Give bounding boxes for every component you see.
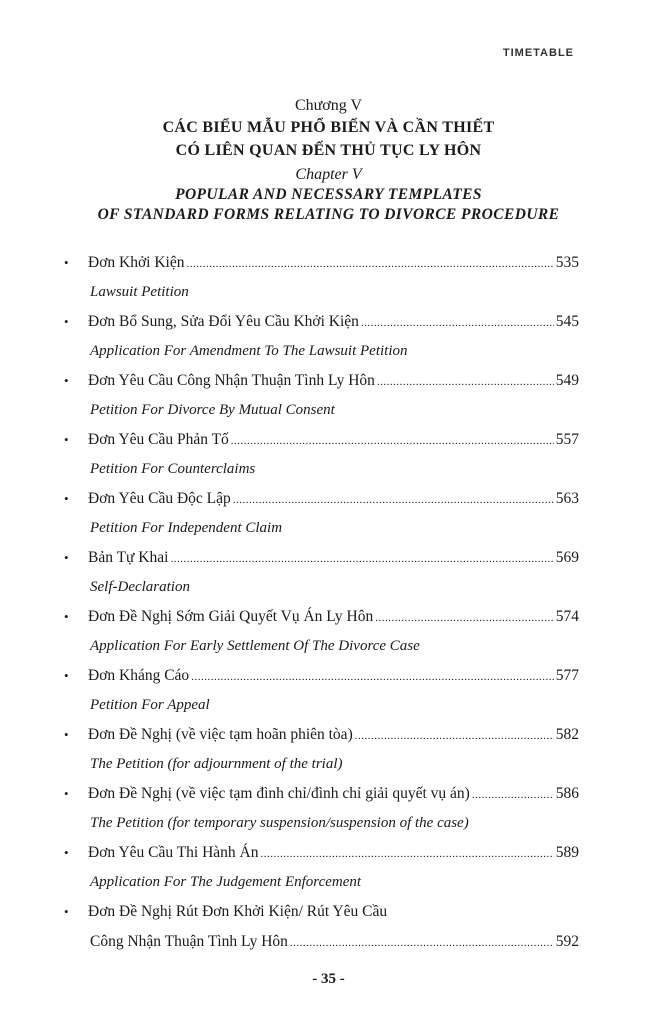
toc-entry-title-en: Petition For Appeal [90, 697, 210, 713]
bullet-icon: • [64, 904, 69, 919]
toc-entry[interactable] [64, 425, 579, 484]
bullet-icon: • [64, 845, 69, 860]
toc-entry-title-vi: Đơn Kháng Cáo [88, 667, 190, 684]
bullet-icon: • [64, 550, 69, 565]
leader-dots [375, 603, 554, 633]
toc-entry-page: 535 [555, 254, 579, 271]
toc-entry[interactable] [64, 838, 579, 897]
toc-entry-title-vi: Đơn Bổ Sung, Sửa Đổi Yêu Cầu Khởi Kiện [88, 313, 359, 330]
running-head: TIMETABLE [502, 47, 574, 59]
toc-entry-title-vi: Đơn Đề Nghị (về việc tạm hoãn phiên tòa) [88, 726, 353, 743]
toc-entry-title-en: Petition For Independent Claim [90, 520, 283, 536]
chapter-title-en-line1: POPULAR AND NECESSARY TEMPLATES [175, 186, 482, 203]
leader-dots [233, 485, 554, 515]
toc-entry-title-en: Self-Declaration [90, 579, 190, 595]
toc-entry-title-vi-continued: Công Nhận Thuận Tình Ly Hôn [90, 933, 288, 950]
toc-entry[interactable] [64, 602, 579, 661]
chapter-title-vi-line2: CÓ LIÊN QUAN ĐẾN THỦ TỤC LY HÔN [175, 142, 482, 159]
chapter-label-vi: Chương V [294, 97, 363, 114]
leader-dots [191, 662, 554, 692]
toc-entry-page: 545 [555, 313, 579, 330]
leader-dots [170, 544, 553, 574]
toc-entry-title-en: Petition For Counterclaims [90, 461, 256, 477]
bullet-icon: • [64, 609, 69, 624]
toc-entry-title-vi: Đơn Yêu Cầu Phản Tố [88, 431, 229, 448]
toc-entry-title-en: The Petition (for temporary suspension/suspension of the case) [90, 815, 469, 831]
leader-dots [361, 308, 554, 338]
toc-entry-title-en: Application For The Judgement Enforcement [90, 874, 362, 890]
toc-entry-page: 569 [555, 549, 579, 566]
toc-entry-title-en: The Petition (for adjournment of the trial) [90, 756, 343, 772]
toc-entry-title-en: Application For Amendment To The Lawsuit Petition [90, 343, 408, 359]
leader-dots [355, 721, 554, 751]
bullet-icon: • [64, 727, 69, 742]
leader-dots [290, 928, 554, 958]
bullet-icon: • [64, 255, 69, 270]
toc-entry[interactable] [64, 897, 579, 957]
leader-dots [186, 249, 553, 279]
toc-entry-title-en: Petition For Divorce By Mutual Consent [90, 402, 335, 418]
bullet-icon: • [64, 373, 69, 388]
chapter-title-vi-line1: CÁC BIỂU MẪU PHỔ BIẾN VÀ CẦN THIẾT [162, 119, 495, 136]
toc-entry[interactable] [64, 248, 579, 307]
toc-entry-page: 582 [555, 726, 579, 743]
toc-entry-page: 586 [555, 785, 579, 802]
toc-entry-title-vi: Đơn Đề Nghị Rút Đơn Khởi Kiện/ Rút Yêu Cầu [88, 903, 388, 920]
page-number: - 35 - [312, 971, 345, 987]
toc-entry-title-vi: Đơn Yêu Cầu Công Nhận Thuận Tình Ly Hôn [88, 372, 375, 389]
toc-entry[interactable] [64, 543, 579, 602]
toc-entry-page: 563 [555, 490, 579, 507]
toc-entry-title-en: Application For Early Settlement Of The Divorce Case [90, 638, 420, 654]
chapter-label-en: Chapter V [295, 166, 362, 183]
toc-entry-page: 574 [555, 608, 579, 625]
toc-entry-title-vi: Đơn Đề Nghị (về việc tạm đình chỉ/đình chỉ giải quyết vụ án) [88, 785, 470, 802]
toc-entry-title-vi: Đơn Yêu Cầu Độc Lập [88, 490, 231, 507]
bullet-icon: • [64, 668, 69, 683]
chapter-title-en-line2: OF STANDARD FORMS RELATING TO DIVORCE PROCEDURE [97, 206, 560, 223]
toc-entry-page: 549 [555, 372, 579, 389]
toc-entry-title-vi: Đơn Khởi Kiện [88, 254, 185, 271]
toc-entry-title-vi: Đơn Đề Nghị Sớm Giải Quyết Vụ Án Ly Hôn [88, 608, 374, 625]
bullet-icon: • [64, 491, 69, 506]
toc-entry-page: 592 [555, 933, 579, 950]
toc-entry[interactable] [64, 307, 579, 366]
leader-dots [261, 839, 554, 869]
toc-entry[interactable] [64, 720, 579, 779]
chapter-heading [0, 96, 657, 225]
toc-entry-title-vi: Đơn Yêu Cầu Thi Hành Án [88, 844, 259, 861]
toc-entry-title-en: Lawsuit Petition [90, 284, 189, 300]
leader-dots [472, 780, 554, 810]
bullet-icon: • [64, 314, 69, 329]
toc-entry[interactable] [64, 779, 579, 838]
toc-entry-page: 557 [555, 431, 579, 448]
leader-dots [231, 426, 554, 456]
leader-dots [377, 367, 554, 397]
toc-entry[interactable] [64, 484, 579, 543]
toc-entry[interactable] [64, 366, 579, 425]
toc-entry[interactable] [64, 661, 579, 720]
toc-entry-page: 577 [555, 667, 579, 684]
toc-entry-page: 589 [555, 844, 579, 861]
bullet-icon: • [64, 786, 69, 801]
table-of-contents [64, 248, 579, 957]
bullet-icon: • [64, 432, 69, 447]
toc-entry-title-vi: Bản Tự Khai [88, 549, 169, 566]
